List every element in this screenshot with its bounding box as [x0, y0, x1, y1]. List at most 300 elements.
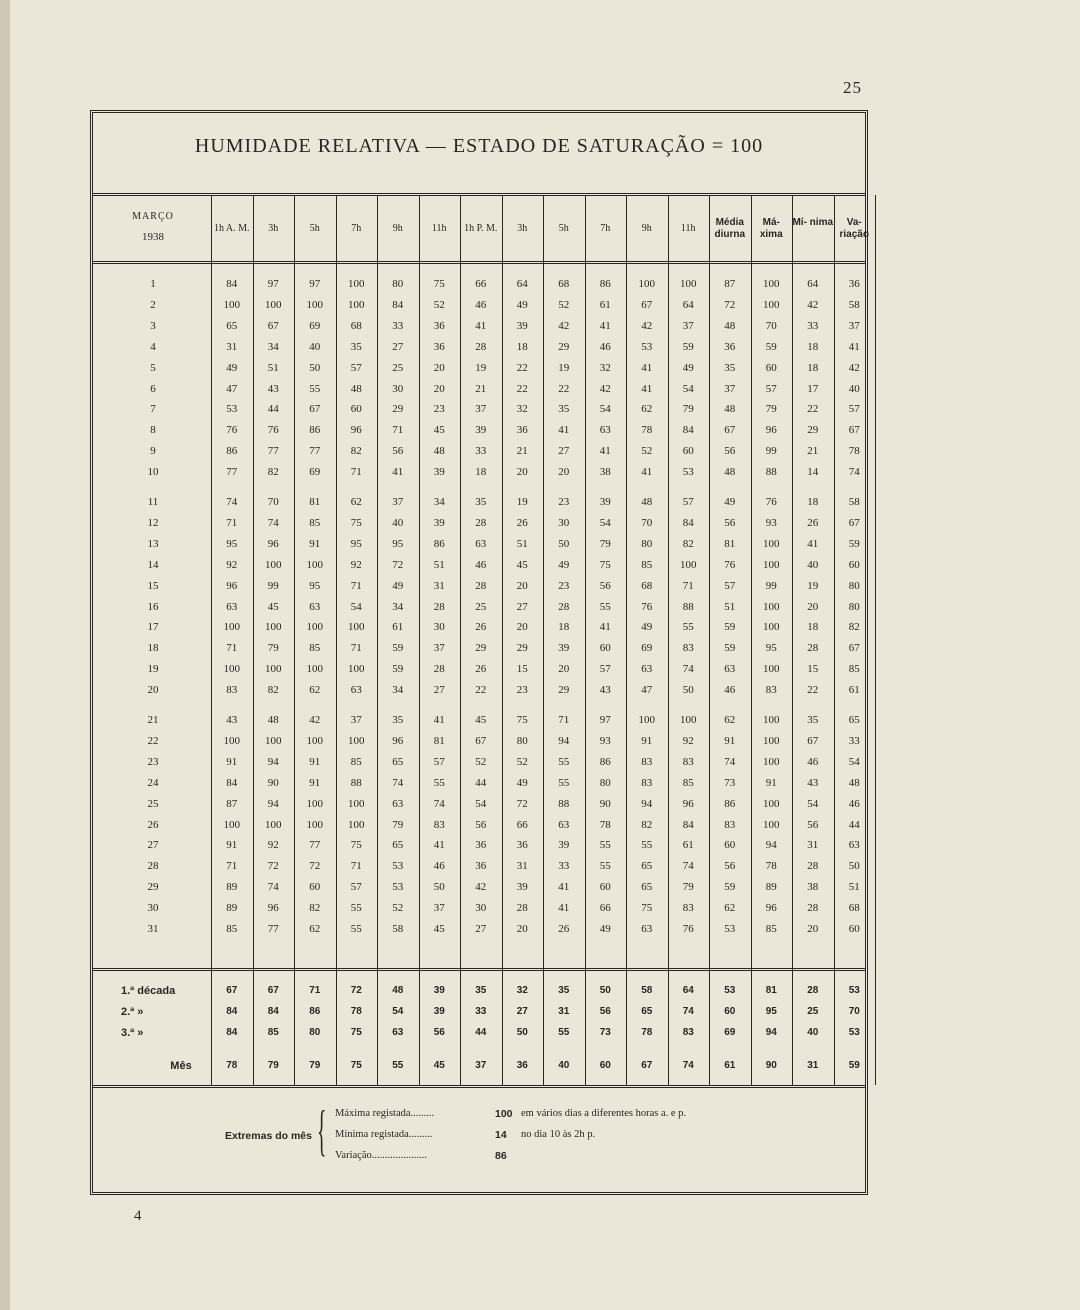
table-cell: 72: [516, 797, 528, 810]
table-cell: 56: [724, 445, 736, 458]
table-cell: 53: [682, 466, 694, 479]
summary-cell: 60: [724, 1006, 736, 1017]
extreme-value: 14: [495, 1129, 507, 1141]
summary-cell: 33: [475, 1006, 487, 1017]
day-label: 6: [150, 382, 156, 395]
table-cell: 32: [599, 361, 611, 374]
table-cell: 49: [226, 361, 238, 374]
day-label: 5: [150, 361, 156, 374]
table-cell: 75: [516, 714, 528, 726]
table-cell: 20: [516, 923, 528, 935]
table-cell: 41: [599, 621, 611, 634]
table-cell: 50: [848, 860, 860, 873]
table-cell: 64: [516, 278, 528, 290]
table-cell: 56: [475, 818, 487, 831]
table-cell: 55: [599, 860, 611, 873]
day-label: 17: [147, 621, 159, 634]
table-cell: 18: [516, 340, 528, 353]
table-cell: 65: [392, 839, 404, 852]
table-cell: 82: [267, 684, 279, 697]
summary-cell: 78: [641, 1027, 653, 1038]
table-cell: 77: [226, 466, 238, 479]
page-title: HUMIDADE RELATIVA — ESTADO DE SATURAÇÃO = 100: [194, 135, 764, 157]
summary-cell: 67: [226, 985, 238, 996]
table-cell: 60: [599, 642, 611, 655]
year-label: 1938: [142, 231, 164, 243]
table-cell: 53: [226, 403, 238, 416]
table-cell: 83: [433, 818, 445, 831]
column-header-3: 7h: [351, 223, 362, 234]
table-cell: 27: [516, 600, 528, 613]
table-cell: 83: [682, 755, 694, 768]
table-cell: 96: [350, 424, 362, 437]
table-cell: 28: [516, 902, 528, 915]
table-cell: 100: [306, 734, 323, 747]
table-cell: 62: [641, 403, 653, 416]
table-cell: 75: [350, 516, 362, 529]
table-cell: 82: [682, 537, 694, 550]
table-cell: 17: [807, 382, 819, 395]
summary-cell: 79: [267, 1060, 279, 1071]
table-cell: 54: [599, 403, 611, 416]
table-cell: 18: [475, 466, 487, 479]
table-cell: 58: [848, 298, 860, 311]
table-cell: 26: [516, 516, 528, 529]
table-cell: 71: [350, 579, 362, 592]
table-cell: 45: [433, 424, 445, 437]
extreme-value: 86: [495, 1150, 507, 1162]
table-cell: 64: [807, 278, 819, 290]
table-cell: 66: [516, 818, 528, 831]
table-cell: 93: [599, 734, 611, 747]
summary-cell: 28: [807, 985, 819, 996]
table-cell: 100: [265, 298, 282, 311]
table-cell: 65: [392, 755, 404, 768]
table-cell: 26: [558, 923, 570, 935]
table-cell: 48: [724, 466, 736, 479]
summary-cell: 53: [724, 985, 736, 996]
table-cell: 28: [558, 600, 570, 613]
table-cell: 100: [763, 714, 780, 726]
table-cell: 31: [433, 579, 445, 592]
table-cell: 93: [765, 516, 777, 529]
table-cell: 86: [309, 424, 321, 437]
summary-cell: 65: [641, 1006, 653, 1017]
summary-cell: 58: [641, 985, 653, 996]
table-cell: 76: [641, 600, 653, 613]
table-cell: 41: [392, 466, 404, 479]
table-cell: 67: [848, 642, 860, 655]
table-cell: 41: [558, 902, 570, 915]
extreme-name: Mínima registada.........: [335, 1129, 433, 1140]
table-cell: 100: [306, 621, 323, 634]
table-cell: 45: [267, 600, 279, 613]
page-number: 25: [843, 78, 862, 97]
summary-cell: 39: [433, 1006, 445, 1017]
table-cell: 65: [641, 860, 653, 873]
table-cell: 30: [558, 516, 570, 529]
table-cell: 95: [226, 537, 238, 550]
table-cell: 14: [807, 466, 819, 479]
table-cell: 71: [558, 714, 570, 726]
table-cell: 55: [599, 839, 611, 852]
table-cell: 55: [558, 776, 570, 789]
table-cell: 80: [516, 734, 528, 747]
table-cell: 80: [641, 537, 653, 550]
table-cell: 71: [226, 516, 238, 529]
table-cell: 39: [433, 466, 445, 479]
table-cell: 100: [638, 714, 655, 726]
table-cell: 100: [680, 278, 697, 290]
table-cell: 88: [682, 600, 694, 613]
table-cell: 35: [807, 714, 819, 726]
day-label: 2: [150, 298, 156, 311]
table-cell: 38: [599, 466, 611, 479]
table-cell: 74: [392, 776, 404, 789]
table-cell: 28: [475, 340, 487, 353]
table-cell: 49: [516, 776, 528, 789]
table-cell: 55: [350, 902, 362, 915]
table-cell: 99: [765, 579, 777, 592]
table-cell: 31: [226, 340, 238, 353]
summary-cell: 95: [765, 1006, 777, 1017]
summary-cell: 81: [765, 985, 777, 996]
table-cell: 75: [433, 278, 445, 290]
table-cell: 63: [226, 600, 238, 613]
summary-cell: 69: [724, 1027, 736, 1038]
summary-cell: 70: [848, 1006, 860, 1017]
table-cell: 22: [475, 684, 487, 697]
table-cell: 96: [765, 424, 777, 437]
table-cell: 19: [516, 496, 528, 508]
table-cell: 91: [226, 839, 238, 852]
table-cell: 60: [765, 361, 777, 374]
table-cell: 65: [848, 714, 860, 726]
column-header-9: 7h: [600, 223, 611, 234]
table-cell: 71: [226, 642, 238, 655]
day-label: 4: [150, 340, 156, 353]
table-cell: 41: [558, 881, 570, 894]
table-cell: 79: [599, 537, 611, 550]
table-cell: 29: [475, 642, 487, 655]
table-cell: 63: [724, 663, 736, 676]
header-rule-bottom: [93, 261, 865, 264]
summary-cell: 63: [392, 1027, 404, 1038]
table-cell: 94: [267, 797, 279, 810]
table-cell: 82: [350, 445, 362, 458]
summary-cell: 83: [682, 1027, 694, 1038]
column-header-1: 3h: [268, 223, 279, 234]
table-cell: 73: [724, 776, 736, 789]
table-cell: 94: [765, 839, 777, 852]
table-cell: 79: [765, 403, 777, 416]
summary-cell: 71: [309, 985, 321, 996]
table-cell: 63: [350, 684, 362, 697]
column-header-11: 11h: [680, 223, 696, 234]
summary-cell: 80: [309, 1027, 321, 1038]
table-cell: 71: [350, 466, 362, 479]
table-cell: 67: [267, 319, 279, 332]
table-cell: 38: [807, 881, 819, 894]
summary-cell: 54: [392, 1006, 404, 1017]
table-cell: 67: [807, 734, 819, 747]
table-cell: 39: [558, 642, 570, 655]
table-cell: 37: [682, 319, 694, 332]
table-cell: 68: [641, 579, 653, 592]
table-cell: 81: [309, 496, 321, 508]
summary-cell: 78: [350, 1006, 362, 1017]
table-cell: 100: [763, 600, 780, 613]
table-cell: 92: [350, 558, 362, 571]
table-cell: 100: [763, 797, 780, 810]
table-cell: 55: [433, 776, 445, 789]
table-cell: 56: [724, 860, 736, 873]
table-cell: 63: [848, 839, 860, 852]
table-cell: 77: [267, 445, 279, 458]
table-cell: 86: [226, 445, 238, 458]
table-cell: 19: [558, 361, 570, 374]
table-frame: [90, 110, 868, 1195]
table-cell: 23: [558, 579, 570, 592]
table-cell: 63: [392, 797, 404, 810]
table-cell: 52: [392, 902, 404, 915]
day-label: 9: [150, 445, 156, 458]
summary-cell: 40: [558, 1060, 570, 1071]
table-cell: 20: [516, 621, 528, 634]
table-cell: 74: [724, 755, 736, 768]
table-cell: 79: [267, 642, 279, 655]
table-cell: 100: [306, 558, 323, 571]
day-label: 21: [147, 714, 159, 726]
table-cell: 84: [682, 818, 694, 831]
day-label: 14: [147, 558, 159, 571]
summary-cell: 74: [682, 1060, 694, 1071]
table-cell: 28: [807, 642, 819, 655]
table-cell: 88: [558, 797, 570, 810]
table-cell: 56: [807, 818, 819, 831]
table-cell: 48: [433, 445, 445, 458]
table-cell: 91: [309, 537, 321, 550]
day-label: 7: [150, 403, 156, 416]
table-cell: 99: [267, 579, 279, 592]
table-cell: 43: [226, 714, 238, 726]
table-cell: 46: [724, 684, 736, 697]
table-cell: 72: [309, 860, 321, 873]
table-cell: 46: [475, 558, 487, 571]
table-cell: 28: [475, 516, 487, 529]
table-cell: 75: [641, 902, 653, 915]
table-cell: 40: [807, 558, 819, 571]
table-cell: 46: [475, 298, 487, 311]
table-cell: 42: [807, 298, 819, 311]
extremes-brace: {: [317, 1100, 327, 1162]
table-cell: 60: [599, 881, 611, 894]
summary-cell: 85: [267, 1027, 279, 1038]
table-cell: 64: [682, 298, 694, 311]
table-cell: 49: [516, 298, 528, 311]
table-cell: 49: [724, 496, 736, 508]
table-cell: 36: [475, 860, 487, 873]
table-cell: 45: [433, 923, 445, 935]
table-cell: 100: [763, 298, 780, 311]
summary-cell: 72: [350, 985, 362, 996]
table-cell: 71: [350, 642, 362, 655]
table-cell: 52: [516, 755, 528, 768]
summary-cell: 75: [350, 1027, 362, 1038]
table-cell: 74: [848, 466, 860, 479]
table-cell: 22: [807, 684, 819, 697]
table-cell: 77: [309, 839, 321, 852]
table-cell: 96: [682, 797, 694, 810]
table-cell: 40: [309, 340, 321, 353]
summary-cell: 31: [807, 1060, 819, 1071]
table-cell: 27: [558, 445, 570, 458]
table-cell: 63: [599, 424, 611, 437]
table-cell: 54: [848, 755, 860, 768]
table-cell: 62: [724, 714, 736, 726]
column-header-13: Má- xima: [759, 217, 783, 240]
table-cell: 41: [599, 319, 611, 332]
table-cell: 57: [350, 361, 362, 374]
table-cell: 21: [807, 445, 819, 458]
summary-cell: 31: [558, 1006, 570, 1017]
table-cell: 41: [641, 466, 653, 479]
table-cell: 99: [765, 445, 777, 458]
extreme-note: no dia 10 às 2h p.: [521, 1129, 596, 1140]
table-cell: 42: [848, 361, 860, 374]
table-cell: 100: [763, 734, 780, 747]
column-header-14: Mí- nima: [792, 217, 834, 228]
table-cell: 20: [516, 466, 528, 479]
table-cell: 21: [475, 382, 487, 395]
day-label: 25: [147, 797, 159, 810]
table-cell: 100: [306, 298, 323, 311]
table-cell: 83: [724, 818, 736, 831]
summary-cell: 56: [433, 1027, 445, 1038]
column-header-0: 1h A. M.: [213, 223, 250, 234]
table-cell: 20: [807, 923, 819, 935]
table-cell: 41: [641, 361, 653, 374]
table-cell: 26: [475, 663, 487, 676]
table-cell: 91: [309, 755, 321, 768]
table-cell: 31: [807, 839, 819, 852]
table-cell: 59: [392, 642, 404, 655]
table-cell: 60: [848, 923, 860, 935]
table-cell: 40: [392, 516, 404, 529]
book-spine: [0, 0, 10, 1310]
table-cell: 100: [348, 621, 365, 634]
table-cell: 41: [475, 319, 487, 332]
table-cell: 37: [724, 382, 736, 395]
table-cell: 20: [433, 361, 445, 374]
table-cell: 100: [265, 818, 282, 831]
table-cell: 95: [309, 579, 321, 592]
table-cell: 18: [807, 361, 819, 374]
table-cell: 48: [641, 496, 653, 508]
table-cell: 28: [433, 663, 445, 676]
table-cell: 41: [848, 340, 860, 353]
table-cell: 35: [475, 496, 487, 508]
table-cell: 81: [433, 734, 445, 747]
day-label: 16: [147, 600, 159, 613]
table-cell: 35: [392, 714, 404, 726]
table-cell: 100: [763, 755, 780, 768]
table-cell: 59: [724, 621, 736, 634]
table-cell: 100: [763, 621, 780, 634]
table-cell: 20: [433, 382, 445, 395]
table-cell: 20: [807, 600, 819, 613]
table-cell: 30: [433, 621, 445, 634]
table-cell: 74: [682, 860, 694, 873]
table-cell: 82: [848, 621, 860, 634]
table-cell: 43: [599, 684, 611, 697]
day-label: 30: [147, 902, 159, 915]
table-cell: 83: [682, 642, 694, 655]
table-cell: 52: [558, 298, 570, 311]
table-cell: 91: [765, 776, 777, 789]
table-cell: 22: [558, 382, 570, 395]
table-cell: 41: [433, 839, 445, 852]
table-cell: 100: [306, 818, 323, 831]
table-cell: 44: [267, 403, 279, 416]
table-cell: 15: [807, 663, 819, 676]
table-cell: 74: [682, 663, 694, 676]
table-cell: 53: [392, 860, 404, 873]
day-label: 31: [147, 923, 159, 935]
table-cell: 80: [848, 600, 860, 613]
table-cell: 85: [641, 558, 653, 571]
table-cell: 54: [475, 797, 487, 810]
table-cell: 100: [306, 797, 323, 810]
table-cell: 57: [433, 755, 445, 768]
summary-cell: 79: [309, 1060, 321, 1071]
table-cell: 66: [475, 278, 487, 290]
table-cell: 88: [765, 466, 777, 479]
table-cell: 77: [267, 923, 279, 935]
day-label: 3: [150, 319, 156, 332]
summary-cell: 84: [226, 1027, 238, 1038]
month-label: MARÇO: [132, 211, 174, 222]
day-label: 19: [147, 663, 159, 676]
summary-cell: 27: [516, 1006, 528, 1017]
summary-cell: 84: [267, 1006, 279, 1017]
header-rule-top: [93, 193, 865, 196]
table-cell: 51: [516, 537, 528, 550]
summary-label-0: 1.ª década: [121, 985, 176, 997]
table-cell: 100: [763, 663, 780, 676]
table-cell: 68: [558, 278, 570, 290]
table-cell: 100: [223, 734, 240, 747]
table-cell: 39: [433, 516, 445, 529]
table-cell: 25: [392, 361, 404, 374]
table-cell: 74: [433, 797, 445, 810]
table-cell: 37: [848, 319, 860, 332]
table-cell: 30: [392, 382, 404, 395]
column-header-7: 3h: [517, 223, 528, 234]
table-cell: 29: [558, 684, 570, 697]
table-cell: 100: [348, 663, 365, 676]
extreme-note: em vários dias a diferentes horas a. e p.: [521, 1108, 687, 1119]
table-cell: 46: [848, 797, 860, 810]
table-cell: 96: [267, 902, 279, 915]
table-cell: 100: [763, 537, 780, 550]
summary-cell: 44: [475, 1027, 487, 1038]
table-cell: 100: [680, 714, 697, 726]
table-cell: 39: [516, 881, 528, 894]
table-cell: 36: [516, 424, 528, 437]
extreme-name: Máxima registada.........: [335, 1108, 435, 1119]
table-cell: 68: [350, 319, 362, 332]
